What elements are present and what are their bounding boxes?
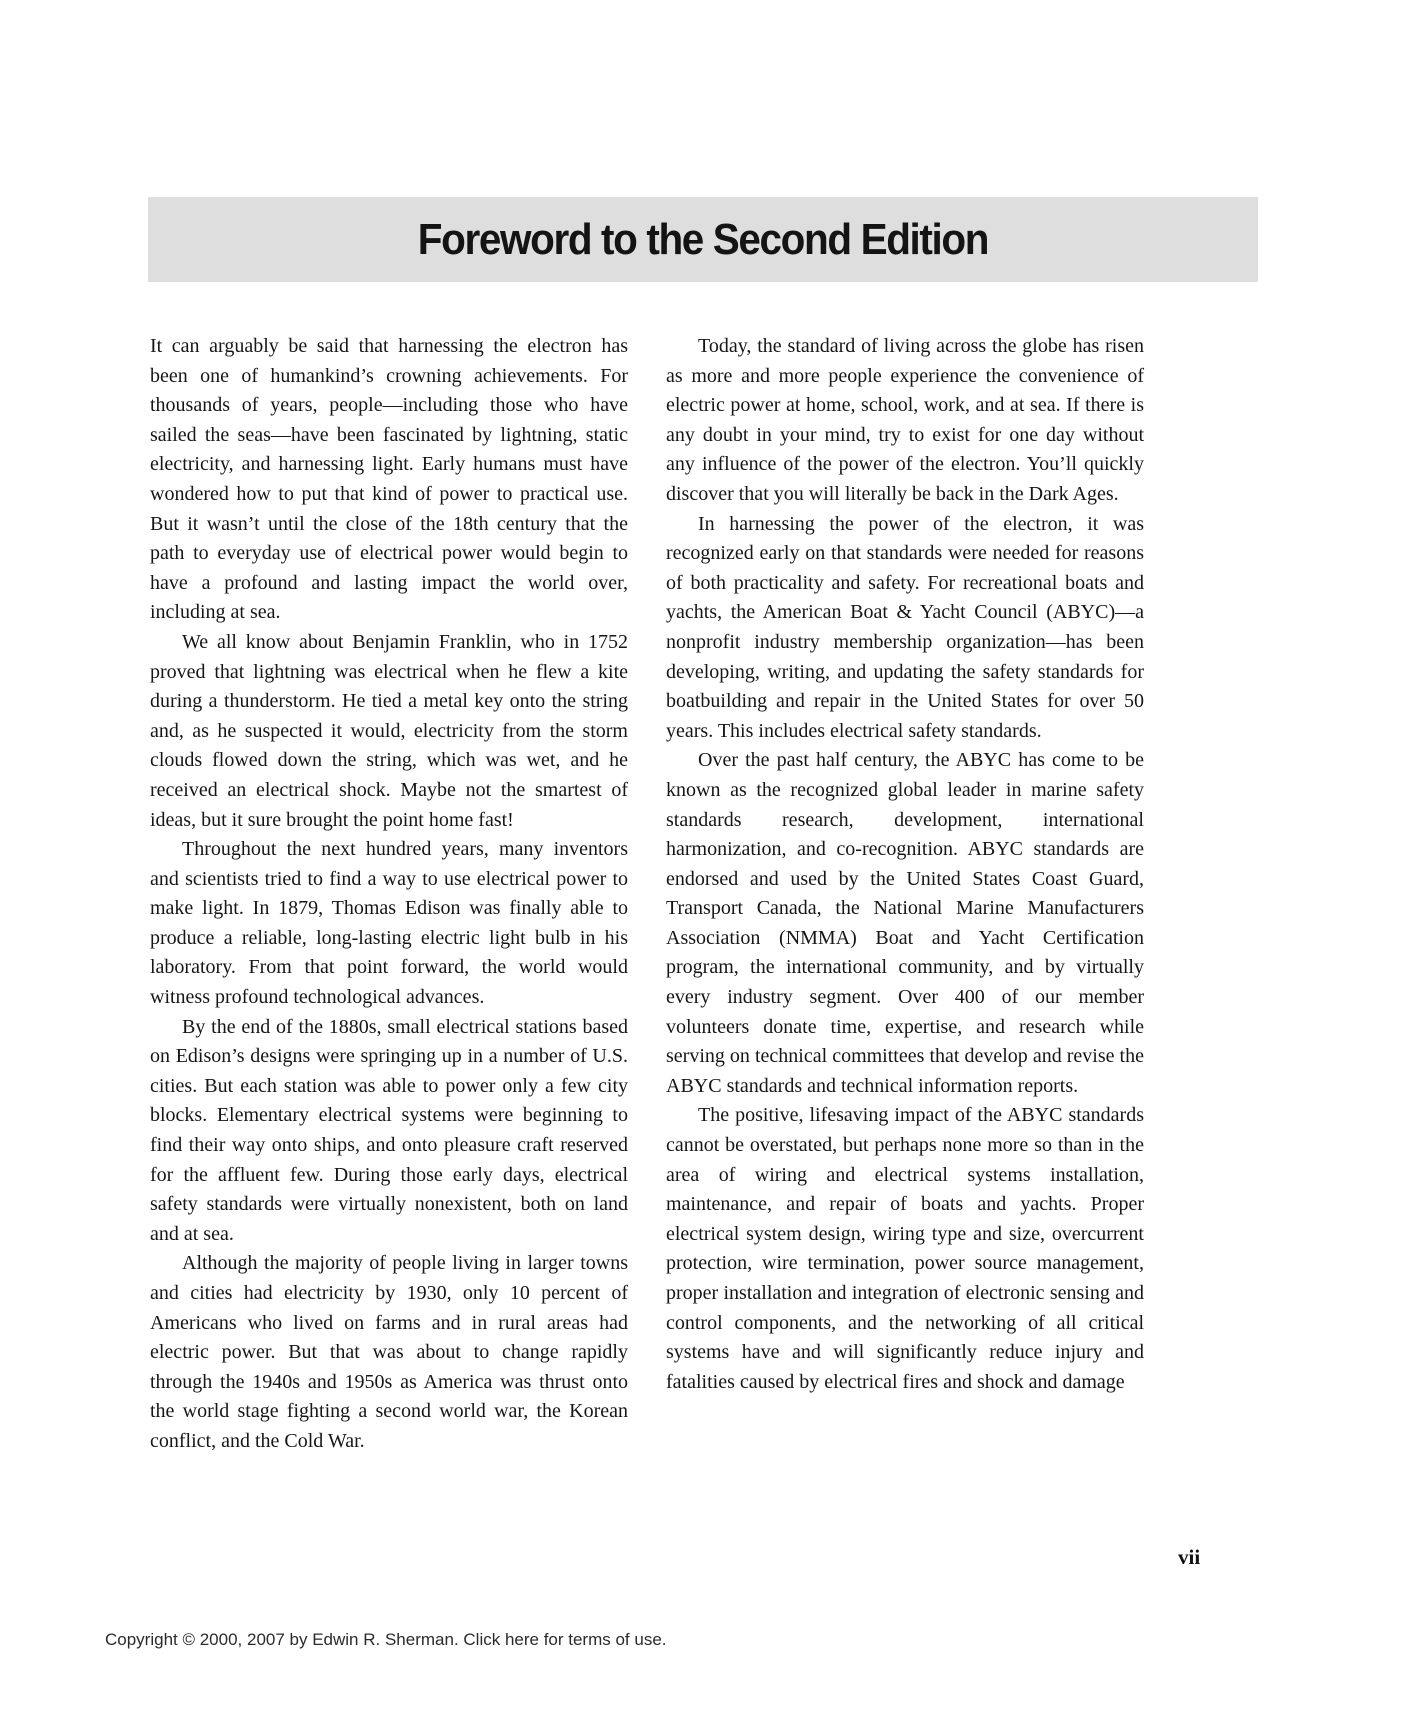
copyright-text: Copyright © 2000, 2007 by Edwin R. Sherman.	[105, 1630, 464, 1649]
paragraph: By the end of the 1880s, small electrical stations based on Edison’s designs were springing up in a number of U.S. cities. But each station was able to power only a few city blocks. Elementary electrical systems were beginning to find their way onto ships, and onto pleasure craft reserved for the affluent few. During those early days, electrical safety standards were virtually nonexistent, both on land and at sea.	[150, 1015, 628, 1245]
left-column	[150, 332, 628, 1457]
paragraph: Today, the standard of living across the globe has risen as more and more people experience the convenience of electric power at home, school, work, and at sea. If there is any doubt in your mind, try to exist for one day without any influence of the power of the electron. You’ll quickly discover that you will literally be back in the Dark Ages.	[666, 335, 1144, 505]
terms-of-use-link[interactable]: Click here for terms of use.	[463, 1630, 667, 1649]
paragraph: Although the majority of people living in larger towns and cities had electricity by 1930, only 10 percent of Americans who lived on farms and in rural areas had electric power. But that was about to change rapidly through the 1940s and 1950s as America was thrust onto the world stage fighting a second world war, the Korean conflict, and the Cold War.	[150, 1252, 628, 1452]
paragraph: We all know about Benjamin Franklin, who in 1752 proved that lightning was electrical when he flew a kite during a thunderstorm. He tied a metal key onto the string and, as he suspected it would, electricity from the storm clouds flowed down the string, which was wet, and he received an electrical shock. Maybe not the smartest of ideas, but it sure brought the point home fast!	[150, 630, 628, 831]
paragraph: Over the past half century, the ABYC has come to be known as the recognized global leader in marine safety standards research, development, international harmonization, and co-recognition. ABYC standards are endorsed and used by the United States Coast Guard, Transport Canada, the National Marine Manufacturers Association (NMMA) Boat and Yacht Certification program, the international community, and by virtually every industry segment. Over 400 of our member volunteers donate time, expertise, and research while serving on technical committees that develop and revise the ABYC standards and technical information reports.	[666, 749, 1144, 1097]
right-column	[666, 332, 1144, 1457]
paragraph: In harnessing the power of the electron, it was recognized early on that standards were needed for reasons of both practicality and safety. For recreational boats and yachts, the American Boat & Yacht Council (ABYC)—a nonprofit industry membership organization—has been developing, writing, and updating the safety standards for boatbuilding and repair in the United States for over 50 years. This includes electrical safety standards.	[666, 512, 1144, 742]
page-title: Foreword to the Second Edition	[417, 214, 989, 264]
chapter-title-banner	[148, 197, 1258, 282]
paragraph: The positive, lifesaving impact of the ABYC standards cannot be overstated, but perhaps none more so than in the area of wiring and electrical systems installation, maintenance, and repair of boats and yachts. Proper electrical system design, wiring type and size, overcurrent protection, wire termination, power source management, proper installation and integration of electronic sensing and control components, and the networking of all critical systems have and will significantly reduce injury and fatalities caused by electrical fires and shock and damage	[666, 1104, 1144, 1393]
paragraph: Throughout the next hundred years, many inventors and scientists tried to find a way to use electrical power to make light. In 1879, Thomas Edison was finally able to produce a reliable, long-lasting electric light bulb in his laboratory. From that point forward, the world would witness profound technological advances.	[150, 838, 628, 1009]
paragraph: It can arguably be said that harnessing the electron has been one of humankind’s crowning achievements. For thousands of years, people—including those who have sailed the seas—have been fascinated by lightning, static electricity, and harnessing light. Early humans must have wondered how to put that kind of power to practical use. But it wasn’t until the close of the 18th century that the path to everyday use of electrical power would begin to have a profound and lasting impact the world over, including at sea.	[150, 335, 628, 624]
footer-copyright	[105, 1630, 667, 1650]
text-columns	[150, 332, 1144, 1457]
page-number: vii	[1178, 1545, 1201, 1569]
